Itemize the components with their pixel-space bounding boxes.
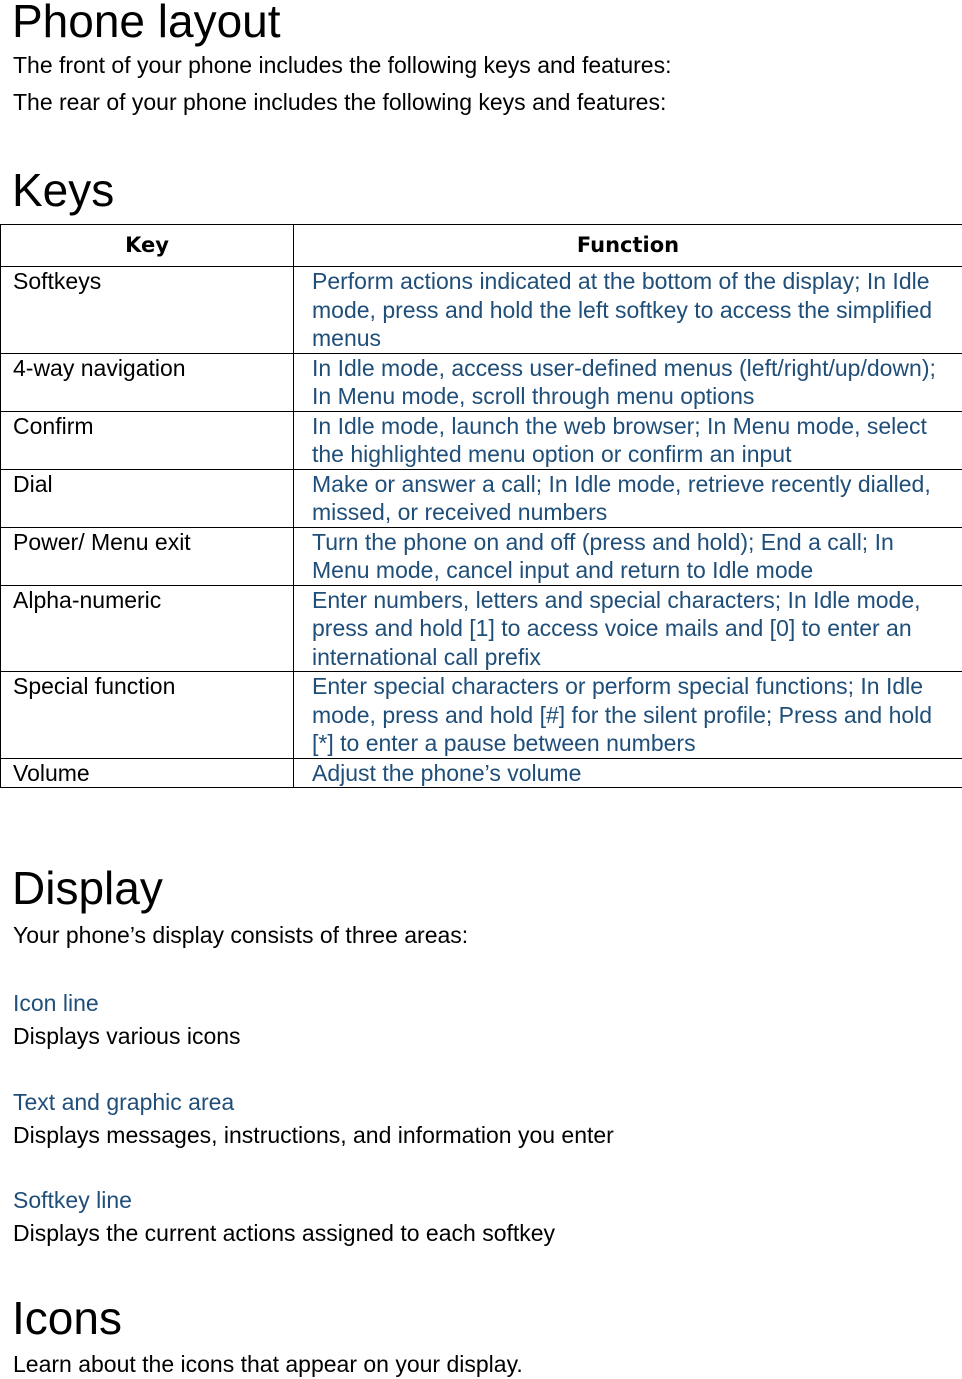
function-cell: Perform actions indicated at the bottom of the display; In Idle mode, press and hold the left softkey to access the simplified menus [294,267,962,354]
column-header-function: Function [294,225,962,267]
column-header-key: Key [1,225,294,267]
key-cell: Alpha-numeric [1,585,294,672]
key-cell: Softkeys [1,267,294,354]
rear-description: The rear of your phone includes the following keys and features: [13,89,667,115]
text-graphic-area-description: Displays messages, instructions, and information you enter [13,1122,614,1148]
key-cell: 4-way navigation [1,353,294,411]
text-graphic-area-subheading: Text and graphic area [13,1089,235,1115]
icon-line-description: Displays various icons [13,1023,241,1049]
front-description: The front of your phone includes the following keys and features: [13,52,672,78]
icons-heading: Icons [12,1292,122,1344]
function-cell: In Idle mode, access user-defined menus (left/right/up/down); In Menu mode, scroll through menu options [294,353,962,411]
softkey-line-subheading: Softkey line [13,1187,132,1213]
display-intro: Your phone’s display consists of three areas: [13,922,469,948]
function-cell: Turn the phone on and off (press and hold); End a call; In Menu mode, cancel input and return to Idle mode [294,527,962,585]
table-row [1,758,962,788]
table-row [1,585,962,672]
key-cell: Special function [1,672,294,759]
function-cell: Make or answer a call; In Idle mode, retrieve recently dialled, missed, or received numbers [294,469,962,527]
function-cell: Enter numbers, letters and special characters; In Idle mode, press and hold [1] to access voice mails and [0] to enter an international call prefix [294,585,962,672]
table-header-row [1,225,962,267]
function-cell: In Idle mode, launch the web browser; In Menu mode, select the highlighted menu option or confirm an input [294,411,962,469]
phone-layout-heading: Phone layout [12,0,281,47]
function-cell: Adjust the phone’s volume [294,758,962,788]
table-row [1,527,962,585]
table-row [1,411,962,469]
key-cell: Confirm [1,411,294,469]
icon-line-subheading: Icon line [13,990,99,1016]
key-cell: Dial [1,469,294,527]
function-cell: Enter special characters or perform special functions; In Idle mode, press and hold [#] for the silent profile; Press and hold [*] to enter a pause between numbers [294,672,962,759]
keys-heading: Keys [12,164,115,216]
table-row [1,267,962,354]
keys-table [0,224,962,788]
key-cell: Volume [1,758,294,788]
table-row [1,672,962,759]
icons-intro: Learn about the icons that appear on your display. [13,1351,523,1377]
table-row [1,469,962,527]
display-heading: Display [12,862,163,914]
key-cell: Power/ Menu exit [1,527,294,585]
softkey-line-description: Displays the current actions assigned to each softkey [13,1220,556,1246]
table-row [1,353,962,411]
